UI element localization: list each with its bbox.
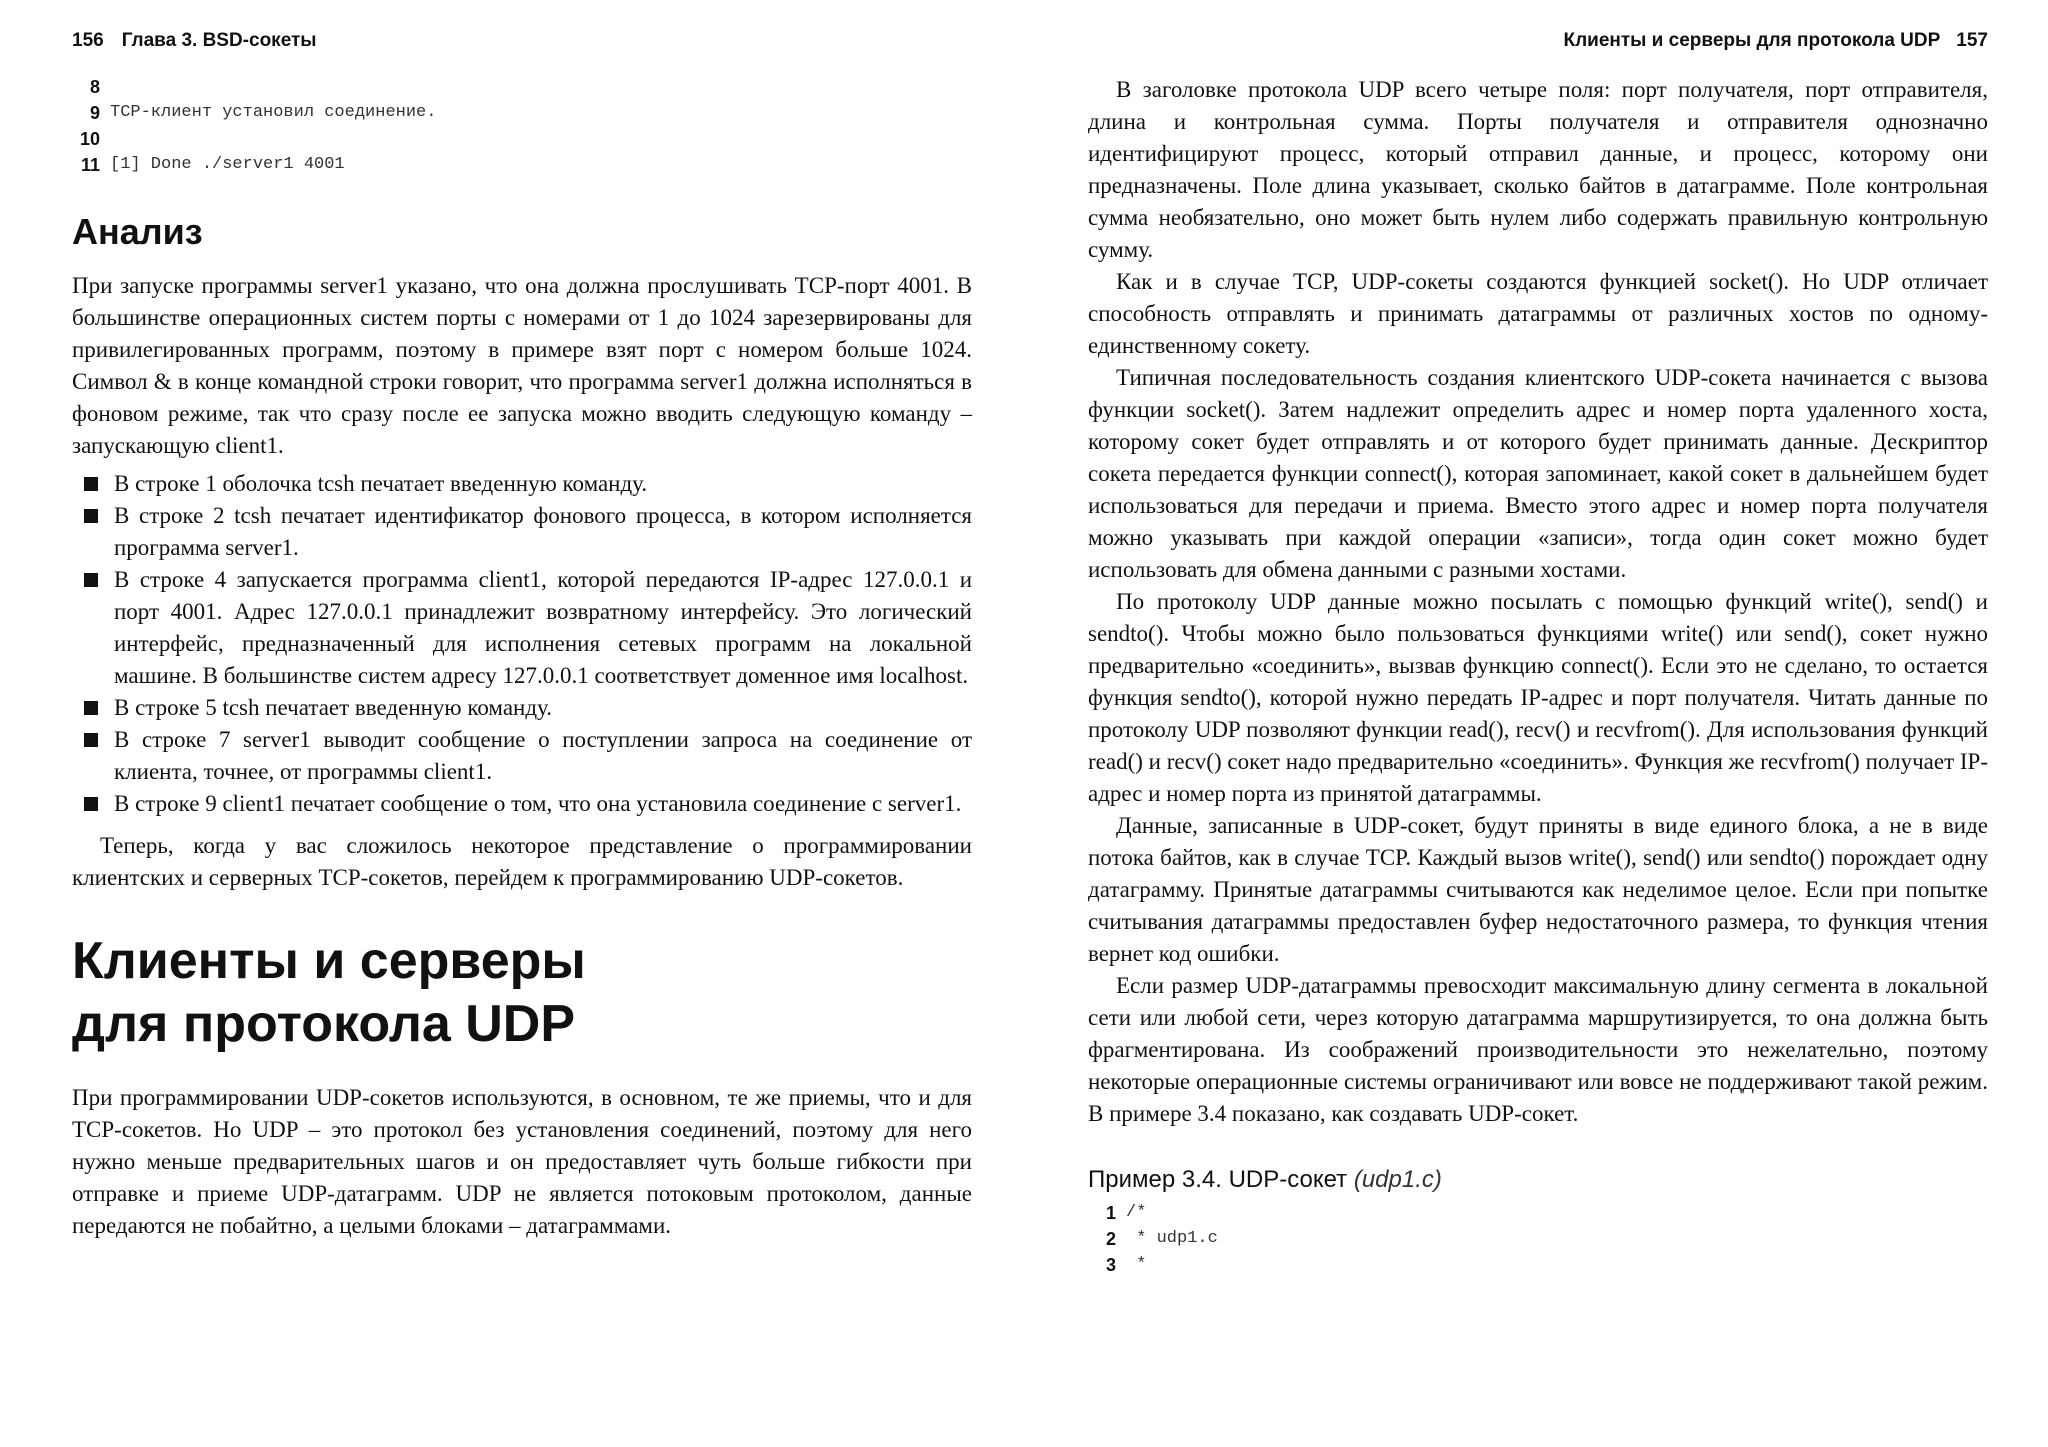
example-description: UDP-сокет <box>1228 1166 1348 1193</box>
right-page <box>1088 0 1988 1447</box>
code-line-text: * udp1.c <box>1126 1229 1218 1248</box>
list-item: В строке 5 tcsh печатает введенную команду. <box>72 692 972 724</box>
list-item: В строке 2 tcsh печатает идентификатор фонового процесса, в котором исполняется программа server1. <box>72 500 972 564</box>
code-line-number: 3 <box>1105 1255 1116 1275</box>
code-line-number: 9 <box>89 103 100 123</box>
right-page-content <box>1088 74 1988 1278</box>
paragraph: Как и в случае TCP, UDP-сокеты создаются функцией socket(). Но UDP отличает способность отправлять и принимать датаграммы от различных хостов по одному-единственному сокету. <box>1088 269 1988 358</box>
code-line <box>1088 1200 1988 1226</box>
right-page-number: 157 <box>1956 30 1988 51</box>
heading-udp-line1: Клиенты и серверы <box>72 931 586 990</box>
code-line <box>72 74 972 100</box>
code-line <box>72 152 972 178</box>
code-line-number: 11 <box>80 155 100 175</box>
left-page-number: 156 <box>72 30 104 51</box>
heading-udp-section <box>72 930 972 1057</box>
code-line <box>72 100 972 126</box>
paragraph: Данные, записанные в UDP-сокет, будут приняты в виде единого блока, а не в виде потока байтов, как в случае TCP. Каждый вызов write(), send() или sendto() порождает одну датаграмму. Принятые датаграммы считываются как неделимое целое. Если при попытке считывания датаграммы предоставлен буфер недостаточного размера, то функция чтения вернет код ошибки. <box>1088 813 1988 966</box>
code-line-text: TCP-клиент установил соединение. <box>110 103 437 122</box>
paragraph-udp-intro: При программировании UDP-сокетов используются, в основном, те же приемы, что и для TCP-сокетов. Но UDP – это протокол без установления соединений, поэтому для него нужно меньше предварительных шагов и он предоставляет чуть больше гибкости при отправке и приеме UDP-датаграмм. UDP не является потоковым протоколом, данные передаются не побайтно, а целыми блоками – датаграммами. <box>72 1085 972 1239</box>
list-item: В строке 9 client1 печатает сообщение о том, что она установила соединение с server1. <box>72 788 972 820</box>
paragraph-transition: Теперь, когда у вас сложилось некоторое представление о программировании клиентских и серверных TCP-сокетов, перейдем к программированию UDP-сокетов. <box>72 832 972 890</box>
left-running-head <box>72 30 972 58</box>
paragraph: Типичная последовательность создания клиентского UDP-сокета начинается с вызова функции socket(). Затем надлежит определить адрес и номер порта удаленного хоста, которому сокет будет отправлять и от которого будет принимать данные. Дескриптор сокета передается функции connect(), которая запоминает, какой сокет в дальнейшем будет использоваться для передачи и приема. Вместо этого адрес и номер порта получателя можно указывать при каждой операции «записи», тогда один сокет можно будет использовать для обмена данными с разными хостами. <box>1088 365 1988 582</box>
code-line-number: 1 <box>1105 1203 1116 1223</box>
list-item: В строке 4 запускается программа client1, которой передаются IP-адрес 127.0.0.1 и порт 4001. Адрес 127.0.0.1 принадлежит возвратному интерфейсу. Это логический интерфейс, предназначенный для исполнения сетевых программ на локальной машине. В большинстве систем адресу 127.0.0.1 соответствует доменное имя localhost. <box>72 564 972 692</box>
paragraph: Если размер UDP-датаграммы превосходит максимальную длину сегмента в локальной сети или любой сети, через которую датаграмма маршрутизируется, то она должна быть фрагментирована. Из соображений производительности это нежелательно, поэтому некоторые операционные системы ограничивают или вовсе не поддерживают такой режим. В примере 3.4 показано, как создавать UDP-сокет. <box>1088 973 1988 1126</box>
code-line <box>72 126 972 152</box>
list-item: В строке 7 server1 выводит сообщение о поступлении запроса на соединение от клиента, точнее, от программы client1. <box>72 724 972 788</box>
heading-analysis: Анализ <box>72 211 203 252</box>
code-line <box>1088 1226 1988 1252</box>
left-page <box>72 0 972 1447</box>
code-listing-example <box>1088 1200 1988 1278</box>
running-title: Клиенты и серверы для протокола UDP <box>1563 30 1941 51</box>
right-running-head <box>1088 30 1988 58</box>
code-listing-top <box>72 74 972 178</box>
analysis-bullet-list <box>72 468 972 820</box>
code-line <box>1088 1252 1988 1278</box>
example-number: Пример 3.4. <box>1088 1166 1222 1193</box>
code-line-number: 8 <box>89 77 100 97</box>
code-line-number: 10 <box>79 129 100 149</box>
chapter-title: Глава 3. BSD-сокеты <box>121 30 317 51</box>
example-caption <box>1088 1166 1988 1194</box>
example-filename: (udp1.c) <box>1353 1166 1442 1193</box>
code-line-text: /* <box>1126 1203 1147 1222</box>
paragraph-analysis: При запуске программы server1 указано, что она должна прослушивать TCP-порт 4001. В большинстве операционных систем порты с номерами от 1 до 1024 зарезервированы для привилегированных программ, поэтому в примере взят порт с номером больше 1024. Символ & в конце командной строки говорит, что программа server1 должна исполняться в фоновом режиме, так что сразу после ее запуска можно вводить следующую команду – запускающую client1. <box>72 272 972 458</box>
list-item: В строке 1 оболочка tcsh печатает введенную команду. <box>72 468 972 500</box>
paragraph: По протоколу UDP данные можно посылать с помощью функций write(), send() и sendto(). Чтобы можно было пользоваться функциями write() или send(), сокет нужно предварительно «соединить», вызвав функцию connect(). Если это не сделано, то остается функция sendto(), которой нужно передать IP-адрес и порт получателя. Читать данные по протоколу UDP позволяют функции read(), recv() и recvfrom(). Для использования функций read() и recv() сокет надо предварительно «соединить». Функция же recvfrom() получает IP-адрес и номер порта из принятой датаграммы. <box>1088 589 1988 806</box>
code-line-number: 2 <box>1105 1229 1116 1249</box>
paragraph: В заголовке протокола UDP всего четыре поля: порт получателя, порт отправителя, длина и контрольная сумма. Порты получателя и отправителя однозначно идентифицируют процесс, который отправил данные, и процесс, которому они предназначены. Поле длина указывает, сколько байтов в датаграмме. Поле контрольная сумма необязательно, оно может быть нулем либо содержать правильную контрольную сумму. <box>1088 77 1988 262</box>
code-line-text: [1] Done ./server1 4001 <box>110 155 345 174</box>
code-line-text: * <box>1126 1255 1147 1274</box>
left-page-content <box>72 74 972 1242</box>
heading-udp-line2: для протокола UDP <box>72 995 576 1054</box>
